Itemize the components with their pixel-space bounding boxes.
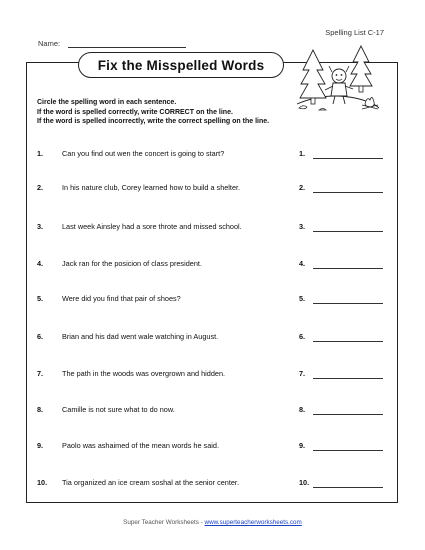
instruction-line: If the word is spelled correctly, write CORRECT on the line. <box>37 108 233 116</box>
answer-number: 9. <box>299 441 306 450</box>
question-number: 2. <box>37 183 44 192</box>
question-sentence: Brian and his dad went wale watching in August. <box>62 332 219 341</box>
question-sentence: Camille is not sure what to do now. <box>62 405 175 414</box>
question-sentence: In his nature club, Corey learned how to build a shelter. <box>62 183 241 192</box>
footer-link[interactable]: www.superteacherworksheets.com <box>204 519 302 526</box>
instructions <box>37 98 269 127</box>
answer-number: 6. <box>299 332 306 341</box>
question-number: 5. <box>37 294 44 303</box>
answer-line[interactable] <box>313 487 383 488</box>
question-item <box>37 294 387 306</box>
question-number: 4. <box>37 259 44 268</box>
question-sentence: The path in the woods was overgrown and hidden. <box>62 369 226 378</box>
pine-tree-icon <box>350 46 372 92</box>
worksheet-frame <box>26 62 398 503</box>
answer-number: 2. <box>299 183 306 192</box>
question-number: 8. <box>37 405 44 414</box>
answer-number: 8. <box>299 405 306 414</box>
question-number: 3. <box>37 222 44 231</box>
question-item <box>37 441 387 453</box>
answer-line[interactable] <box>313 414 383 415</box>
question-item <box>37 183 387 195</box>
answer-line[interactable] <box>313 158 383 159</box>
answer-number: 1. <box>299 149 306 158</box>
answer-number: 7. <box>299 369 306 378</box>
question-sentence: Last week Ainsley had a sore throte and missed school. <box>62 222 242 231</box>
question-number: 7. <box>37 369 44 378</box>
answer-line[interactable] <box>313 378 383 379</box>
answer-number: 3. <box>299 222 306 231</box>
answer-number: 10. <box>299 478 310 487</box>
answer-line[interactable] <box>313 231 383 232</box>
question-sentence: Tia organized an ice cream soshal at the senior center. <box>62 478 239 487</box>
question-sentence: Can you find out wen the concert is going to start? <box>62 149 225 158</box>
answer-line[interactable] <box>313 268 383 269</box>
pine-tree-icon <box>300 50 326 104</box>
question-number: 6. <box>37 332 44 341</box>
question-item <box>37 149 387 161</box>
instruction-line: Circle the spelling word in each sentence. <box>37 99 177 106</box>
question-number: 10. <box>37 478 48 487</box>
child-icon <box>325 66 353 104</box>
instruction-line: If the word is spelled incorrectly, write the correct spelling on the line. <box>37 118 270 125</box>
question-sentence: Were did you find that pair of shoes? <box>62 294 181 303</box>
answer-number: 5. <box>299 294 306 303</box>
question-sentence: Paolo was ashaimed of the mean words he said. <box>62 441 219 450</box>
question-sentence: Jack ran for the posicion of class president. <box>62 259 202 268</box>
question-item <box>37 405 387 417</box>
footer-brand: Super Teacher Worksheets <box>123 519 199 526</box>
footer <box>0 519 425 526</box>
answer-line[interactable] <box>313 450 383 451</box>
name-label: Name: <box>38 39 61 48</box>
name-row <box>38 39 186 48</box>
page-title: Fix the Misspelled Words <box>97 57 265 73</box>
answer-line[interactable] <box>313 303 383 304</box>
question-item <box>37 222 387 234</box>
answer-line[interactable] <box>313 192 383 193</box>
title-banner <box>78 52 284 78</box>
spelling-list-id: Spelling List C-17 <box>325 28 384 37</box>
name-line[interactable] <box>68 40 186 48</box>
campfire-icon <box>362 97 378 109</box>
answer-number: 4. <box>299 259 306 268</box>
question-item <box>37 259 387 271</box>
answer-line[interactable] <box>313 341 383 342</box>
question-item <box>37 332 387 344</box>
camping-scene-icon <box>295 44 381 116</box>
question-number: 9. <box>37 441 44 450</box>
question-item <box>37 478 387 490</box>
question-number: 1. <box>37 149 44 158</box>
footer-separator: - <box>200 519 203 526</box>
question-item <box>37 369 387 381</box>
